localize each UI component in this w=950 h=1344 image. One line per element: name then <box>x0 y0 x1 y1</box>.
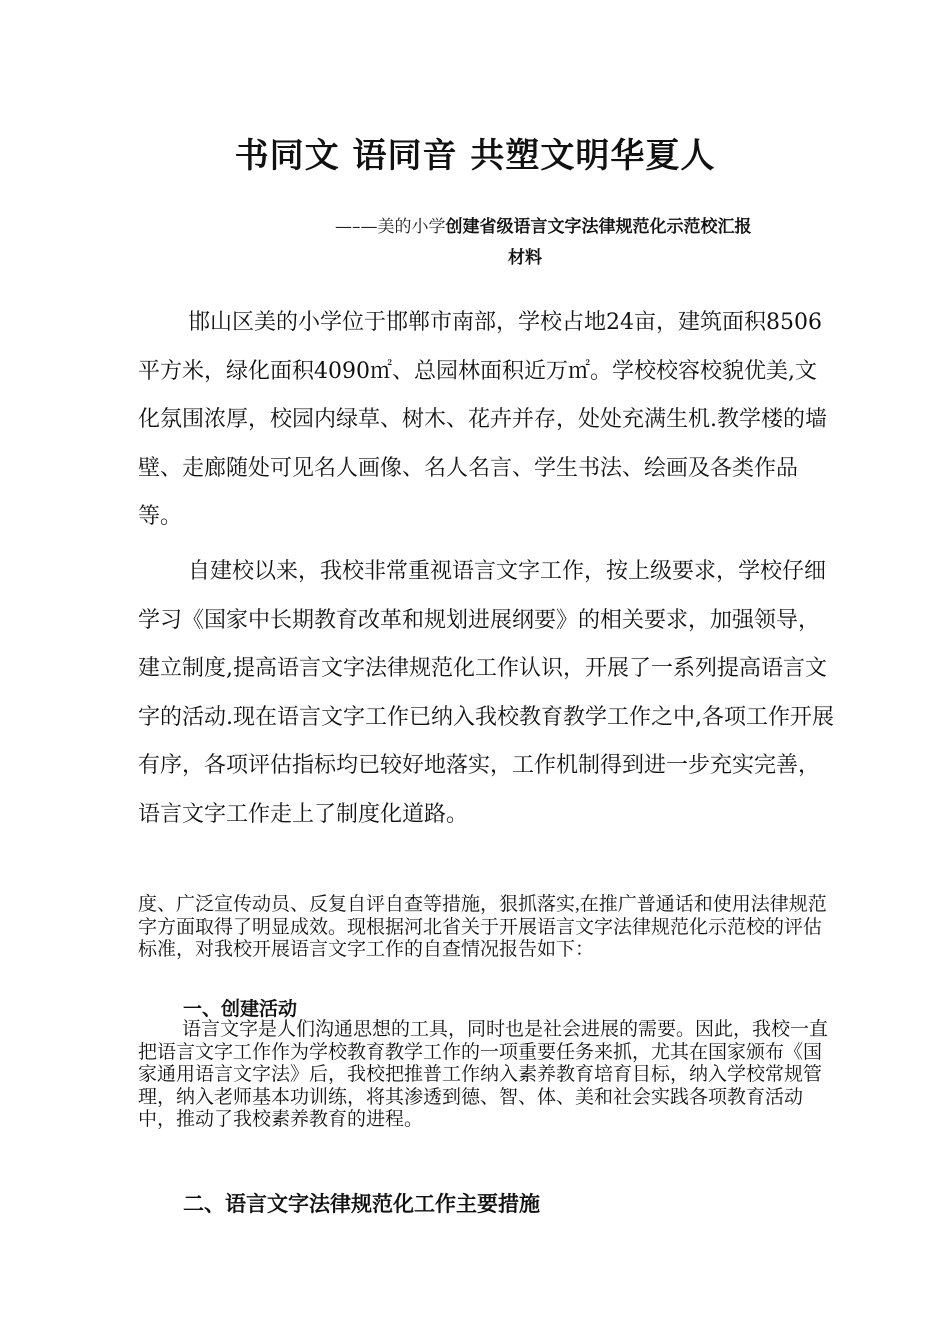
section-heading-1: 一、创建活动 <box>183 998 298 1020</box>
subtitle-line2: 材料 <box>508 248 542 268</box>
paragraph-school-intro <box>138 299 838 542</box>
paragraph-1: 邯山区美的小学位于邯郸市南部，学校占地24亩，建筑面积8506平方米，绿化面积4090㎡、总园林面积近万㎡。学校校容校貌优美,文化氛围浓厚，校园内绿草、树木、花卉并存，处处充满生机.教学楼的墙壁、走廊随处可见名人画像、名人名言、学生书法、绘画及各类作品等。 <box>138 310 827 529</box>
document-subtitle <box>335 212 825 274</box>
document-title: 书同文 语同音 共塑文明华夏人 <box>234 136 716 176</box>
subtitle-prefix: —–—美的小学 <box>335 217 446 237</box>
paragraph-4: 语言文字是人们沟通思想的工具，同时也是社会进展的需要。因此，我校一直把语言文字工作作为学校教育教学工作的一项重要任务来抓，尤其在国家颁布《国家通用语言文字法》后，我校把推普工作纳入素养教育培育目标，纳入学校常规管理，纳入老师基本功训练，将其渗透到德、智、体、美和社会实践各项教育活动中，推动了我校素养教育的进程。 <box>138 1019 829 1130</box>
paragraph-activities <box>138 1019 828 1132</box>
section-heading-2: 二、语言文字法律规范化工作主要措施 <box>183 1192 540 1216</box>
paragraph-3: 度、广泛宣传动员、反复自评自查等措施，狠抓落实,在推广普通话和使用法律规范字方面取得了明显成效。现根据河北省关于开展语言文字法律规范化示范校的评估标准，对我校开展语言文字工作的自查情况报告如下： <box>138 894 827 960</box>
paragraph-2: 自建校以来，我校非常重视语言文字工作，按上级要求，学校仔细学习《国家中长期教育改革和规划进展纲要》的相关要求，加强领导，建立制度,提高语言文字法律规范化工作认识，开展了一系列提高语言文字的活动.现在语言文字工作已纳入我校教育教学工作之中,各项工作开展有序，各项评估指标均已较好地落实，工作机制得到进一步充实完善，语言文字工作走上了制度化道路。 <box>138 559 834 827</box>
subtitle-main: 创建省级语言文字法律规范化示范校汇报 <box>445 217 752 237</box>
paragraph-measures-summary <box>138 894 828 962</box>
paragraph-language-work <box>138 548 838 839</box>
